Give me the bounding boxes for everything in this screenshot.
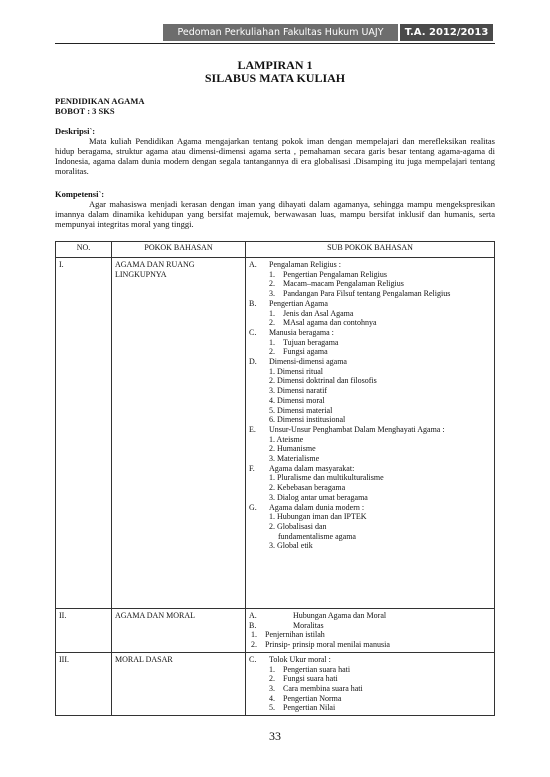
course-credit: BOBOT : 3 SKS [55,106,115,116]
subtopic-item: 6. Dimensi institusional [269,415,346,425]
section-title: Pengalaman Religius : [269,260,341,269]
table-row [56,609,495,653]
item-number: 1. [269,664,275,674]
running-header-title: Pedoman Perkuliahan Fakultas Hukum UAJY [163,24,398,41]
section-title: Hubungan Agama dan Moral [293,611,387,620]
row-subtopics [246,258,495,609]
syllabus-table [55,241,495,716]
item-text: Pengertian Norma [283,693,342,703]
item-number: 1. [269,269,275,279]
section-title: Tolok Ukur moral : [269,654,331,664]
subtopic-section [249,621,491,631]
subtopic-item: 4. Dimensi moral [269,395,325,405]
item-number: 2. [251,640,257,650]
subtopic-item: 3. Materialisme [269,454,320,464]
description-text: Mata kuliah Pendidikan Agama mengajarkan tentang pokok iman dengan mempelajari dan merefleksikan realitas hidup beragama, struktur agama atau dimensi-dimensi agama serta , pemahaman secara garis besar tentang agama-agama di Indonesia, agama dalam dunia modern dengan segala tantangannya di era globalisasi .Disamping itu juga mempelajari tentang moralitas. [55,136,495,176]
table-row [56,258,495,609]
subtopic-item [249,694,491,704]
row-subtopics [246,652,495,715]
section-letter: G. [249,502,257,512]
syllabus-title: SILABUS MATA KULIAH [204,71,346,85]
subtopic-item [249,279,491,289]
section-title: Moralitas [293,620,324,630]
section-letter: B. [249,298,257,308]
subtopic-section [249,260,491,270]
subtopic-item [249,630,491,640]
item-number: 1. [269,337,275,347]
row-number: III. [56,652,112,715]
section-letter: E. [249,424,256,434]
row-topic: MORAL DASAR [112,652,246,715]
item-number: 2. [269,347,275,357]
item-number: 3. [269,683,275,693]
header-topic: POKOK BAHASAN [112,242,246,258]
subtopic-item: 2. Dimensi doktrinal dan filosofis [269,376,377,386]
subtopic-item [249,318,491,328]
item-text: Pengertian Nilai [283,703,336,713]
header-no: NO. [56,242,112,258]
row-number: II. [56,609,112,653]
subtopic-item: 3. Global etik [269,541,313,551]
item-number: 5. [269,703,275,713]
item-text: Penjernihan istilah [265,630,325,640]
row-topic: AGAMA DAN RUANG LINGKUPNYA [112,258,246,609]
subtopic-item [249,703,491,713]
item-number: 4. [269,693,275,703]
section-title: Manusia beragama : [269,327,334,337]
subtopic-item: 1. Ateisme [269,434,304,444]
subtopic-item [249,270,491,280]
section-title: Dimensi-dimensi agama [269,357,347,367]
section-letter: A. [249,611,257,620]
description-heading: Deskripsi`: [55,126,96,136]
table-header-row [56,242,495,258]
competence-heading: Kompetensi`: [55,189,105,199]
item-number: 1. [251,630,257,640]
subtopic-item [249,684,491,694]
subtopic-section [249,328,491,338]
subtopic-item: 2. Globalisasi dan [269,521,327,531]
section-title: Agama dalam dunia modern : [269,502,365,512]
item-number: 2. [269,279,275,289]
running-header-year: T.A. 2012/2013 [400,24,493,41]
subtopic-item [249,347,491,357]
subtopic-item [249,289,491,299]
subtopic-item [249,338,491,348]
item-number: 3. [269,289,275,299]
item-text: Jenis dan Asal Agama [283,308,354,318]
subtopic-item: 1. Dimensi ritual [269,366,323,376]
row-topic: AGAMA DAN MORAL [112,609,246,653]
section-letter: B. [249,620,257,630]
item-number: 2. [269,318,275,328]
subtopic-section [249,464,491,474]
item-text: Pengertian suara hati [283,664,351,674]
subtopic-item [249,665,491,675]
subtopic-section [249,425,491,435]
subtopic-section [249,503,491,513]
page-number: 33 [269,729,281,743]
section-letter: F. [249,463,255,473]
section-title: Unsur-Unsur Penghambat Dalam Menghayati Agama : [269,424,445,434]
item-text: Prinsip- prinsip moral menilai manusia [265,640,390,650]
subtopic-section [249,655,491,665]
item-text: Pengertian Pengalaman Religius [283,269,387,279]
section-letter: C. [249,327,257,337]
item-text: Tujuan beragama [283,337,339,347]
subtopic-section [249,611,491,621]
subtopic-item: 3. Dialog antar umat beragama [269,492,368,502]
subtopic-section [249,357,491,367]
section-letter: A. [249,260,257,269]
section-title: Agama dalam masyarakat: [269,463,355,473]
item-text: Fungsi agama [283,347,328,357]
section-title: Pengertian Agama [269,298,328,308]
subtopic-item: 2. Kebebasan beragama [269,483,346,493]
subtopic-item: 2. Humanisme [269,444,316,454]
subtopic-item: fundamentalisme agama [278,531,356,541]
table-row [56,652,495,715]
item-number: 1. [269,308,275,318]
course-name: PENDIDIKAN AGAMA [55,96,145,106]
appendix-title: LAMPIRAN 1 [237,58,313,72]
item-text: Fungsi suara hati [283,674,338,684]
row-number: I. [56,258,112,609]
section-letter: C. [249,654,257,664]
subtopic-item: 1. Hubungan iman dan IPTEK [269,512,367,522]
header-rule [55,43,495,44]
item-text: MAsal agama dan contohnya [283,318,377,328]
subtopic-section [249,299,491,309]
competence-text: Agar mahasiswa menjadi kerasan dengan iman yang dihayati dalam agamanya, sehingga mampu mengekspresikan imannya dalam dinamika kehidupan yang bersifat majemuk, berwawasan luas, mampu bersifat inklusif dan humanis, serta mempunyai integritas moral yang tinggi. [55,199,495,229]
subtopic-item [249,674,491,684]
subtopic-item: 1. Pluralisme dan multikulturalisme [269,473,384,483]
item-number: 2. [269,674,275,684]
item-text: Pandangan Para Filsuf tentang Pengalaman Religius [283,289,451,299]
subtopic-item: 5. Dimensi material [269,405,333,415]
item-text: Cara membina suara hati [283,683,363,693]
section-letter: D. [249,357,257,367]
subtopic-item [249,640,491,650]
header-subtopic: SUB POKOK BAHASAN [246,242,495,258]
subtopic-item: 3. Dimensi naratif [269,386,327,396]
subtopic-item [249,309,491,319]
row-subtopics [246,609,495,653]
item-text: Macam–macam Pengalaman Religius [283,279,404,289]
